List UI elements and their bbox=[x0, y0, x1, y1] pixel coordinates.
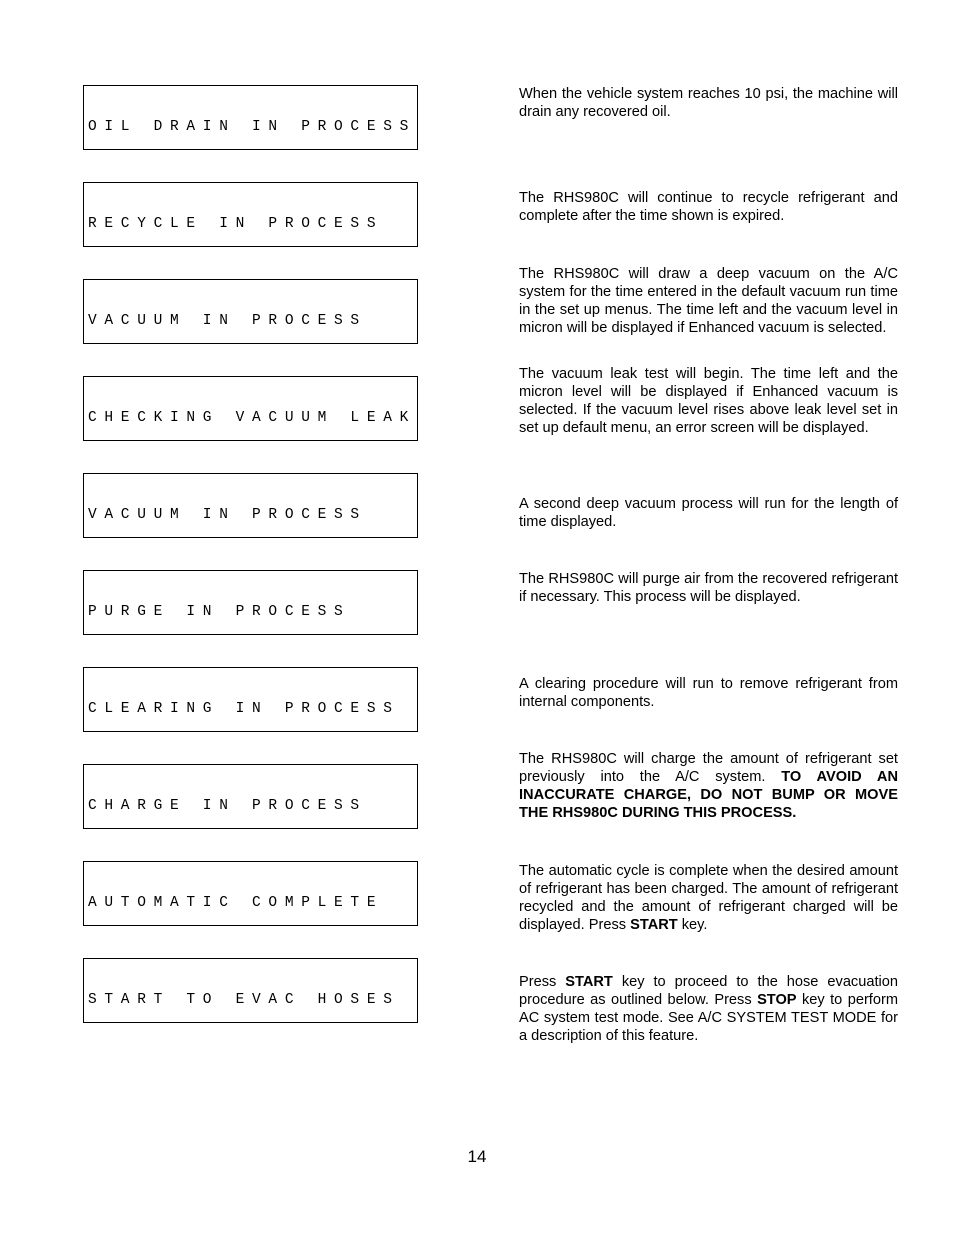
text-run: The automatic cycle is complete when the desired amount of refrigerant has been charged. The amount of refrigerant recycled and the amount of refrigerant charged will be displayed. Press bbox=[519, 863, 898, 933]
description-oil-drain bbox=[519, 85, 898, 121]
lcd-screen-automatic-complete bbox=[83, 861, 418, 926]
lcd-screen-charge bbox=[83, 764, 418, 829]
description-evac-hoses bbox=[519, 973, 898, 1045]
lcd-screen-evac-hoses bbox=[83, 958, 418, 1023]
lcd-screen-vacuum-second bbox=[83, 473, 418, 538]
text-run: The RHS980C will charge the amount of refrigerant set previously into the A/C system. bbox=[519, 751, 898, 785]
lcd-line: CHECKING VACUUM LEAK bbox=[88, 409, 417, 426]
text-run: The RHS980C will purge air from the recovered refrigerant if necessary. This process will be displayed. bbox=[519, 571, 898, 605]
bold-text: STOP bbox=[757, 992, 797, 1008]
text-run: The RHS980C will continue to recycle refrigerant and complete after the time shown is expired. bbox=[519, 190, 898, 224]
text-run: The RHS980C will draw a deep vacuum on the A/C system for the time entered in the default vacuum run time in the set up menus. The time left and the vacuum level in micron will be displayed if Enhanced vacuum is selected. bbox=[519, 266, 898, 336]
bold-text: TO AVOID AN INACCURATE CHARGE, DO NOT BUMP OR MOVE THE RHS980C DURING THIS PROCESS. bbox=[519, 769, 898, 821]
lcd-line: AUTOMATIC COMPLETE bbox=[88, 894, 384, 911]
description-vacuum-leak bbox=[519, 365, 898, 437]
lcd-screen-purge bbox=[83, 570, 418, 635]
description-purge bbox=[519, 570, 898, 606]
description-charge bbox=[519, 750, 898, 822]
description-recycle bbox=[519, 189, 898, 225]
lcd-line: CLEARING IN PROCESS bbox=[88, 700, 400, 717]
page-number: 14 bbox=[467, 1147, 487, 1166]
description-vacuum bbox=[519, 265, 898, 337]
lcd-screen-oil-drain bbox=[83, 85, 418, 150]
lcd-line: OIL DRAIN IN PROCESS bbox=[88, 118, 417, 135]
text-run: Press bbox=[519, 974, 566, 990]
lcd-line: PURGE IN PROCESS bbox=[88, 603, 351, 620]
lcd-line: VACUUM IN PROCESS bbox=[88, 506, 367, 523]
text-run: When the vehicle system reaches 10 psi, the machine will drain any recovered oil. bbox=[519, 86, 898, 120]
lcd-line: RECYCLE IN PROCESS bbox=[88, 215, 384, 232]
lcd-line: CHARGE IN PROCESS bbox=[88, 797, 367, 814]
lcd-screen-checking-vacuum-leak bbox=[83, 376, 418, 441]
lcd-line: VACUUM IN PROCESS bbox=[88, 312, 367, 329]
text-run: key to proceed to the hose evacuation procedure as outlined below. Press bbox=[519, 974, 898, 1008]
bold-text: START bbox=[630, 917, 678, 933]
text-run: The vacuum leak test will begin. The time left and the micron level will be displayed if Enhanced vacuum is selected. If the vacuum level rises above leak level set in set up default menu, an error screen will be displayed. bbox=[519, 366, 898, 436]
bold-text: START bbox=[565, 974, 613, 990]
description-automatic-complete bbox=[519, 862, 898, 934]
lcd-screen-clearing bbox=[83, 667, 418, 732]
lcd-line: START TO EVAC HOSES bbox=[88, 991, 400, 1008]
lcd-screen-recycle bbox=[83, 182, 418, 247]
text-run: A second deep vacuum process will run for the length of time displayed. bbox=[519, 496, 898, 530]
text-run: A clearing procedure will run to remove refrigerant from internal components. bbox=[519, 676, 898, 710]
lcd-screen-vacuum bbox=[83, 279, 418, 344]
description-vacuum-second bbox=[519, 495, 898, 531]
text-run: key. bbox=[677, 917, 708, 933]
description-clearing bbox=[519, 675, 898, 711]
text-run: key to perform AC system test mode. See A/C SYSTEM TEST MODE for a description of this feature. bbox=[519, 992, 898, 1044]
